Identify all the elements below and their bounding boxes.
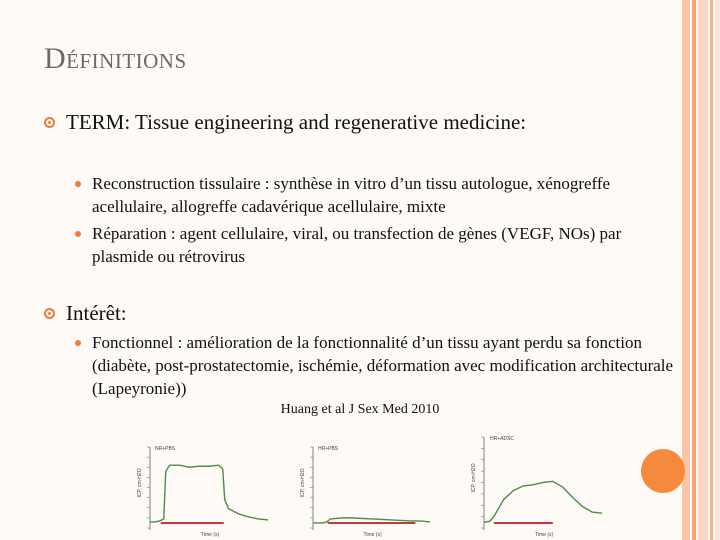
chart-title: HR+ADSC bbox=[490, 436, 515, 442]
chart-series-line bbox=[484, 481, 602, 522]
bullet-term-text: TERM: Tissue engineering and regenerative medicine: bbox=[66, 110, 527, 134]
sub-bullet-text: Reconstruction tissulaire : synthèse in vitro d’un tissu autologue, xénogreffe acellulaire, allogreffe cadavérique acellulaire, mixte bbox=[92, 174, 611, 216]
chart-y-label: ICP, cm-H2O bbox=[300, 468, 306, 498]
chart-series-line bbox=[150, 465, 268, 522]
chart-x-label: Time (s) bbox=[363, 532, 382, 538]
chart-y-label: ICP, cm-H2O bbox=[137, 468, 143, 498]
sub-bullet-text: Fonctionnel : amélioration de la fonctionnalité d’un tissu ayant perdu sa fonction (diabète, post-prostatectomie, ischémie, déformation avec modification architecturale (Lapeyronie)) bbox=[92, 333, 674, 398]
chart-x-label: Time (s) bbox=[201, 532, 220, 538]
chart-title: HR+PBS bbox=[318, 446, 339, 452]
citation: Huang et al J Sex Med 2010 bbox=[280, 402, 440, 417]
chart-x-label: Time (s) bbox=[535, 532, 554, 538]
chart-title: NR+PBS bbox=[155, 446, 176, 452]
bullet-interet-text: Intérêt: bbox=[66, 301, 127, 325]
sub-bullet-text: Réparation : agent cellulaire, viral, ou transfection de gènes (VEGF, NOs) par plasmide ou rétrovirus bbox=[92, 224, 622, 266]
chart-y-label: ICP, cm-H2O bbox=[471, 463, 477, 493]
decorative-circle bbox=[641, 449, 685, 493]
slide-title: Définitions bbox=[44, 42, 187, 75]
